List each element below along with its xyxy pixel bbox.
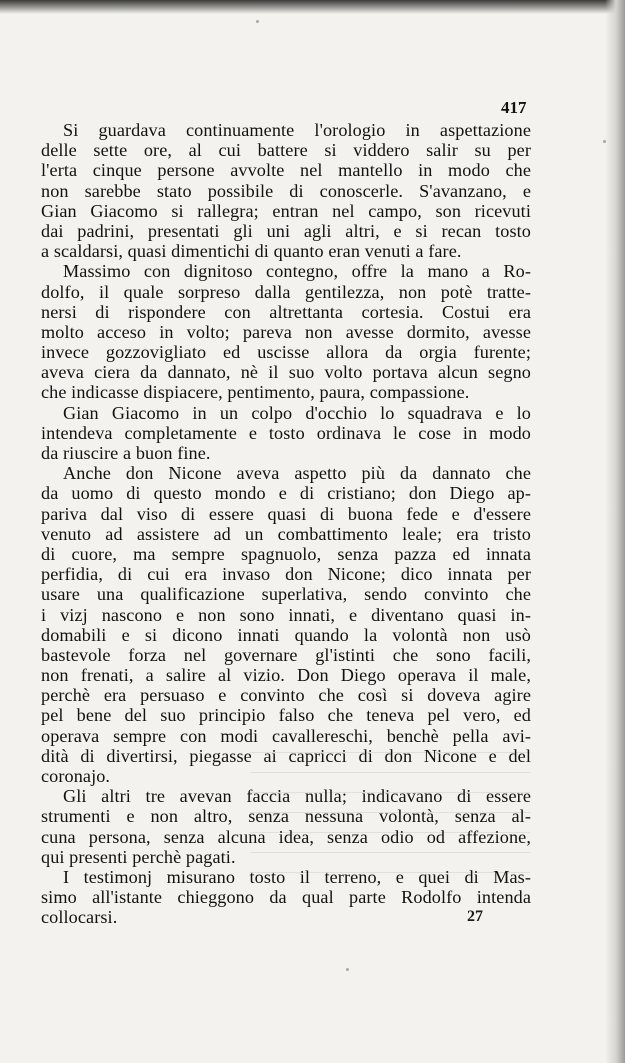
text-line: delle sette ore, al cui battere si viddero salir su per: [41, 140, 531, 161]
text-line: venuto ad assistere ad un combattimento leale; era tristo: [41, 523, 531, 544]
text-line: Gli altri tre avevan faccia nulla; indicavano di essere: [63, 786, 531, 807]
text-line: simo all'istante chieggono da qual parte Rodolfo intenda: [41, 887, 531, 908]
text-line: bastevole forza nel governare gl'istinti che sono facili,: [41, 644, 531, 665]
text-line: I testimonj misurano tosto il terreno, e quei di Mas-: [63, 866, 531, 887]
paper-speck: [603, 140, 606, 143]
text-line: non frenati, a salire al vizio. Don Diego operava il male,: [41, 665, 531, 686]
body-text: [41, 120, 531, 928]
text-line: invece gozzovigliato ed uscisse allora da orgia furente;: [41, 342, 531, 363]
text-line: coronajo.: [41, 766, 111, 786]
page-edge-shadow: [605, 0, 625, 1063]
text-line: i vizj nascono e non sono innati, e diventano quasi in-: [41, 604, 531, 625]
text-line: l'erta cinque persone avvolte nel mantello in modo che: [41, 160, 531, 181]
paper-speck: [256, 20, 259, 23]
paper-speck: [346, 968, 349, 971]
page-number: 417: [501, 98, 527, 117]
text-line: perchè era persuaso e convinto che così si doveva agire: [41, 685, 531, 706]
text-line: non sarebbe stato possibile di conoscerle. S'avanzano, e: [41, 180, 531, 201]
text-line: nersi di rispondere con altrettanta cortesia. Costui era: [41, 301, 531, 322]
text-line: a scaldarsi, quasi dimentichi di quanto eran venuti a fare.: [41, 241, 462, 262]
text-line: qui presenti perchè pagati.: [41, 846, 236, 867]
text-line: collocarsi.: [41, 907, 118, 928]
text-line: da uomo di questo mondo e di cristiano; don Diego ap-: [41, 483, 531, 504]
text-line: cuna persona, senza alcuna idea, senza odio od affezione,: [41, 826, 531, 847]
text-line: aveva ciera da dannato, nè il suo volto portava alcun segno: [41, 362, 531, 383]
text-line: domabili e si dicono innati quando la volontà non usò: [41, 624, 531, 645]
text-line: pariva dal viso di essere quasi di buona fede e d'essere: [41, 503, 531, 524]
signature-mark: 27: [467, 908, 483, 925]
scan-top-shadow: [0, 0, 625, 14]
text-line: perfidia, di cui era invaso don Nicone; dico innata per: [41, 564, 531, 585]
text-line: molto acceso in volto; pareva non avesse dormito, avesse: [41, 321, 531, 342]
text-line: operava sempre con modi cavallereschi, benchè pella avi-: [41, 725, 531, 746]
text-line: Anche don Nicone aveva aspetto più da dannato che: [63, 463, 531, 484]
text-line: da riuscire a buon fine.: [41, 443, 211, 463]
text-line: Gian Giacomo si rallegra; entran nel campo, son ricevuti: [41, 200, 531, 221]
text-line: dità di divertirsi, piegasse ai capricci di don Nicone e del: [41, 745, 531, 766]
text-line: usare una qualificazione superlativa, sendo convinto che: [41, 584, 531, 605]
text-line: di cuore, ma sempre spagnuolo, senza pazza ed innata: [41, 543, 531, 564]
text-line: strumenti e non altro, senza nessuna volontà, senza al-: [41, 806, 531, 827]
text-line: che indicasse dispiacere, pentimento, paura, compassione.: [41, 382, 470, 403]
text-line: Massimo con dignitoso contegno, offre la mano a Ro-: [63, 261, 531, 282]
text-line: dai padrini, presentati gli uni agli altri, e si recan tosto: [41, 220, 531, 241]
text-line: intendeva completamente e tosto ordinava le cose in modo: [41, 422, 531, 443]
text-line: pel bene del suo principio falso che teneva pel vero, ed: [41, 705, 531, 726]
text-line: Si guardava continuamente l'orologio in aspettazione: [63, 120, 531, 140]
text-line: dolfo, il quale sorpreso dalla gentilezza, non potè tratte-: [41, 281, 531, 302]
text-line: Gian Giacomo in un colpo d'occhio lo squadrava e lo: [63, 402, 531, 423]
